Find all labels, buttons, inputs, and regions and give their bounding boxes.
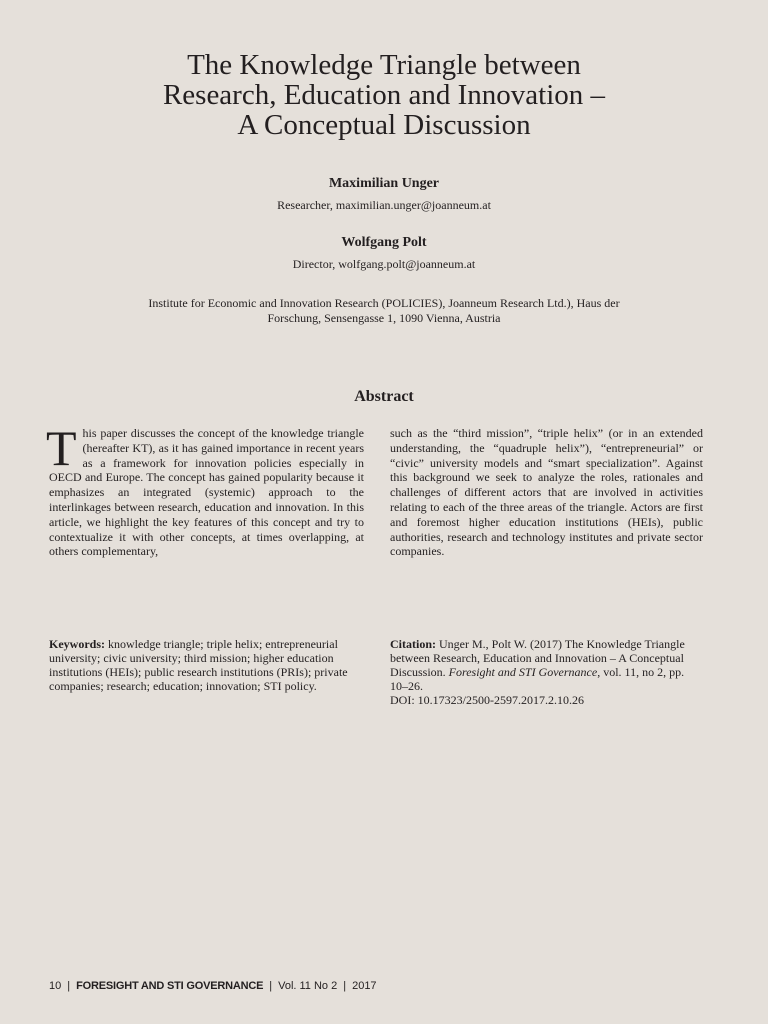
author-name: Wolfgang Polt (341, 235, 427, 250)
citation-details: , vol. 11, no 2, pp. 10–26. (390, 665, 685, 693)
author-role: Director, wolfgang.polt@joanneum.at (292, 257, 476, 271)
citation-block (390, 637, 703, 707)
abstract-text-right: such as the “third mission”, “triple helix” (or in an extended understanding, the “quadruple helix”), “entrepreneurial” or “civic” university models and “smart specialization”. Against this background we seek to analyze the roles, rationales and challenges of different actors that are involved in activities relating to each of the three areas of the triangle. Actors are first and foremost higher education institutions (HEIs), public authorities, research and technology institutes and private sector companies. (390, 426, 703, 559)
keywords-text: knowledge triangle; triple helix; entrepreneurial university; civic university; third mission; higher education institutions (HEIs); public research institutions (PRIs); private companies; research; education; innovation; STI policy. (49, 637, 348, 693)
drop-cap: T (46, 420, 77, 476)
abstract-column-left (46, 420, 364, 559)
abstract-text-left: his paper discusses the concept of the knowledge triangle (hereafter KT), as it has gained importance in recent years as a framework for innovation policies especially in OECD and Europe. The concept has gained popularity because it emphasizes an integrated (systemic) approach to the interlinkages between research, education and innovation. In this article, we highlight the key features of this concept and try to contextualize it with other concepts, at times overlapping, at others complementary, (49, 426, 364, 559)
author-role: Researcher, maximilian.unger@joanneum.at (277, 198, 491, 212)
page-number: 10 (49, 980, 62, 992)
footer-year: 2017 (352, 980, 377, 992)
page-footer (49, 980, 377, 992)
footer-divider: | (67, 980, 71, 992)
citation-journal: Foresight and STI Governance (448, 665, 598, 679)
citation-doi: DOI: 10.17323/2500-2597.2017.2.10.26 (390, 693, 584, 707)
footer-divider: | (343, 980, 347, 992)
affiliation-line-2: Forschung, Sensengasse 1, 1090 Vienna, Austria (267, 311, 501, 325)
title-line-3: A Conceptual Discussion (237, 109, 531, 141)
title-line-1: The Knowledge Triangle between (187, 49, 581, 81)
title-line-2: Research, Education and Innovation – (162, 79, 606, 111)
keywords-label: Keywords: (49, 637, 105, 651)
citation-label: Citation: (390, 637, 436, 651)
abstract-heading: Abstract (354, 388, 414, 405)
author-name: Maximilian Unger (328, 176, 440, 191)
paper-title (0, 50, 768, 140)
footer-divider: | (269, 980, 273, 992)
footer-volume: Vol. 11 No 2 (278, 980, 338, 992)
affiliation-line-1: Institute for Economic and Innovation Research (POLICIES), Joanneum Research Ltd.), Haus der (148, 296, 620, 310)
abstract-column-right (390, 426, 703, 559)
keywords-block (49, 637, 364, 693)
footer-journal: FORESIGHT AND STI GOVERNANCE (76, 980, 264, 992)
citation-text: Unger M., Polt W. (2017) The Knowledge Triangle between Research, Education and Innovation – A Conceptual Discussion. (390, 637, 685, 679)
affiliation (110, 296, 658, 326)
